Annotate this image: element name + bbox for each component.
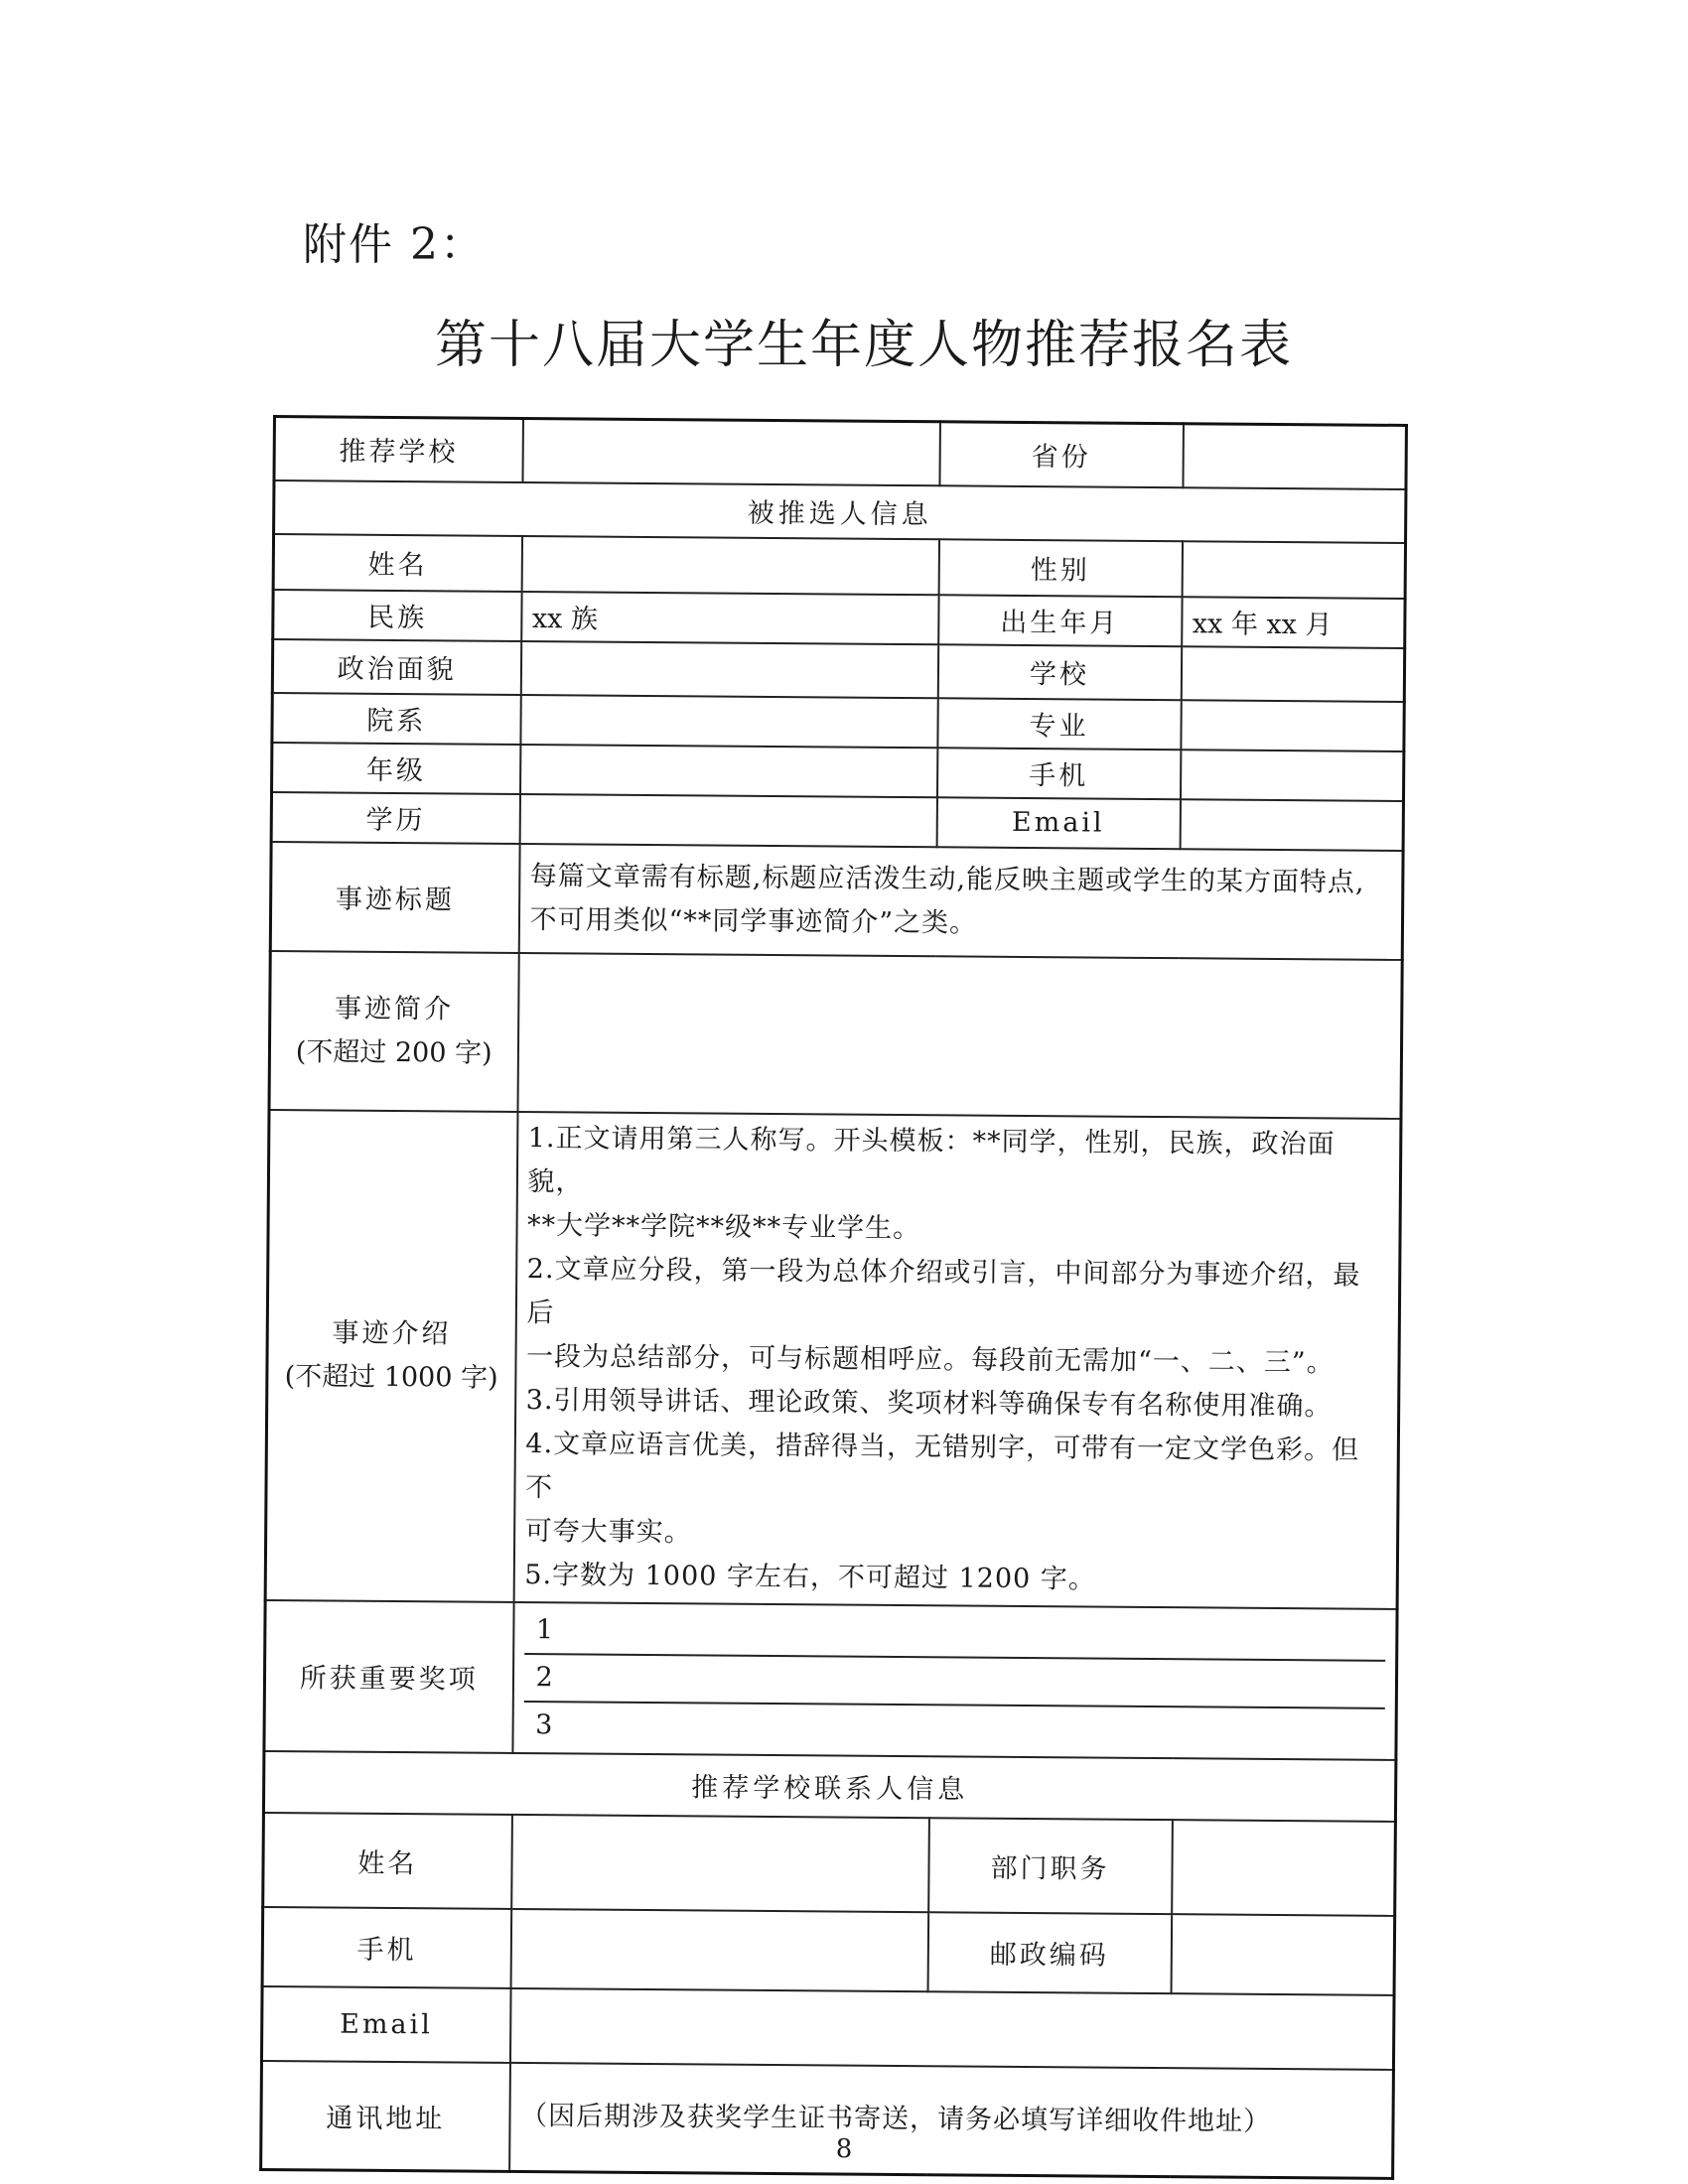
degree-field[interactable] [519, 793, 936, 846]
summary-label [269, 950, 518, 1111]
intro-note-line: 4.文章应语言优美，措辞得当，无错别字，可带有一定文学色彩。但不 [524, 1428, 1360, 1503]
dept-label: 院系 [272, 693, 520, 745]
school2-field[interactable] [1181, 646, 1404, 702]
intro-note-line: 可夸大事实。 [524, 1515, 692, 1548]
grade-field[interactable] [520, 744, 937, 796]
intro-note-line: 2.文章应分段，第一段为总体介绍或引言，中间部分为事迹介绍，最后 [526, 1253, 1361, 1328]
intro-note-line: 5.字数为 1000 字左右，不可超过 1200 字。 [524, 1559, 1096, 1595]
gender-field[interactable] [1182, 541, 1405, 599]
summary-field[interactable] [517, 952, 1402, 1118]
page-number: 8 [835, 2134, 853, 2164]
contact-postcode-label: 邮政编码 [927, 1912, 1172, 1993]
contact-email-field[interactable] [509, 1987, 1394, 2069]
intro-note-line: 一段为总结部分，可与标题相呼应。每段前无需加“一、二、三”。 [525, 1340, 1335, 1378]
contact-name-field[interactable] [511, 1814, 929, 1911]
political-label: 政治面貌 [272, 639, 520, 695]
intro-note-line: **大学**学院**级**专业学生。 [526, 1209, 921, 1244]
intro-note-line: 3.引用领导讲话、理论政策、奖项材料等确保专有名称使用准确。 [525, 1384, 1333, 1422]
name-field[interactable] [521, 535, 938, 594]
political-field[interactable] [520, 640, 937, 697]
email-label: Email [936, 797, 1180, 849]
contact-address-note: （因后期涉及获奖学生证书寄送，请务必填写详细收件地址） [519, 2101, 1272, 2138]
award-entry-1[interactable]: 1 [524, 1607, 1386, 1662]
contact-phone-field[interactable] [510, 1908, 928, 1990]
contact-address-label: 通讯地址 [261, 2060, 510, 2171]
province-field[interactable] [1183, 424, 1406, 489]
contact-phone-label: 手机 [262, 1906, 511, 1987]
ethnicity-field[interactable]: xx 族 [521, 591, 938, 643]
intro-note-line: 1.正文请用第三人称写。开头模板：**同学，性别，民族，政治面貌， [527, 1122, 1336, 1197]
nomination-form-table [259, 415, 1408, 2180]
province-label: 省份 [939, 422, 1183, 487]
school-row [274, 417, 1406, 489]
intro-field[interactable] [513, 1111, 1401, 1608]
school-field[interactable] [522, 418, 939, 484]
nominee-section-header: 被推选人信息 [274, 480, 1406, 543]
phone-label: 手机 [936, 748, 1180, 799]
contact-postcode-field[interactable] [1171, 1914, 1395, 1995]
story-title-label: 事迹标题 [270, 841, 519, 952]
summary-label-limit: (不超过 200 字) [295, 1035, 492, 1069]
form-title: 第十八届大学生年度人物推荐报名表 [434, 316, 1293, 375]
awards-field [512, 1601, 1397, 1759]
intro-label [265, 1109, 517, 1601]
dept-field[interactable] [520, 694, 937, 747]
degree-label: 学历 [271, 792, 519, 844]
award-entry-3[interactable]: 3 [535, 1708, 553, 1740]
contact-position-field[interactable] [1172, 1820, 1396, 1916]
birth-label: 出生年月 [938, 595, 1182, 646]
gender-label: 性别 [938, 539, 1182, 597]
intro-label-limit: (不超过 1000 字) [284, 1360, 498, 1394]
phone-field[interactable] [1180, 750, 1403, 801]
story-title-note-line: 每篇文章需有标题,标题应活泼生动,能反映主题或学生的某方面特点, [529, 860, 1365, 898]
contact-section-header: 推荐学校联系人信息 [263, 1750, 1395, 1821]
grade-label: 年级 [272, 743, 520, 794]
award-entry-2[interactable]: 2 [523, 1655, 1385, 1709]
awards-label: 所获重要奖项 [264, 1599, 513, 1752]
contact-email-label: Email [261, 1985, 510, 2062]
birth-field[interactable]: xx 年 xx 月 [1182, 597, 1405, 648]
major-label: 专业 [937, 698, 1181, 750]
attachment-label: 附件 2： [303, 219, 486, 270]
major-field[interactable] [1181, 700, 1404, 751]
story-title-note-line: 不可用类似“**同学事迹简介”之类。 [529, 903, 978, 939]
contact-position-label: 部门职务 [928, 1818, 1173, 1914]
school-label: 推荐学校 [274, 417, 522, 482]
school2-label: 学校 [937, 644, 1181, 700]
email-field[interactable] [1180, 799, 1403, 851]
summary-label-line: 事迹简介 [334, 993, 455, 1024]
intro-notes [524, 1117, 1389, 1604]
intro-label-line: 事迹介绍 [332, 1316, 452, 1349]
contact-name-label: 姓名 [263, 1812, 512, 1908]
story-title-field[interactable] [518, 843, 1403, 959]
name-label: 姓名 [273, 534, 521, 592]
ethnicity-label: 民族 [273, 590, 521, 641]
